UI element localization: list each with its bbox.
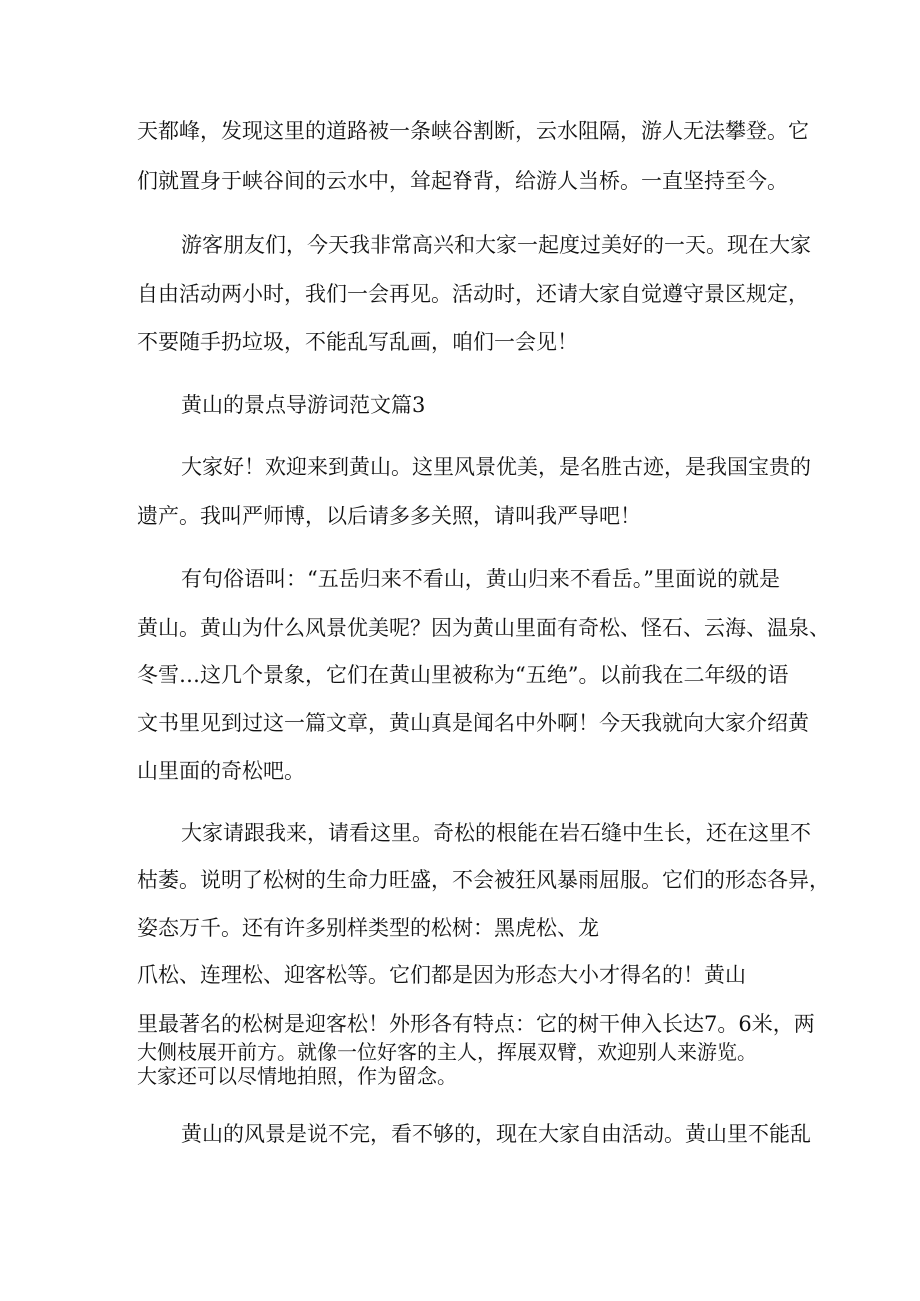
text-line: 遗产。我叫严师博，以后请多多关照，请叫我严导吧！ xyxy=(137,504,641,528)
text-line: 黄山。黄山为什么风景优美呢？因为黄山里面有奇松、怪石、云海、温泉、 xyxy=(137,616,830,640)
text-line: 文书里见到过这一篇文章，黄山真是闻名中外啊！今天我就向大家介绍黄 xyxy=(137,711,809,735)
text-line: 大家请跟我来，请看这里。奇松的根能在岩石缝中生长，还在这里不 xyxy=(181,821,811,845)
text-line: 枯萎。说明了松树的生命力旺盛，不会被狂风暴雨屈服。它们的形态各异， xyxy=(137,868,830,892)
text-line: 大家还可以尽情地拍照，作为留念。 xyxy=(137,1064,457,1088)
text-line: 天都峰，发现这里的道路被一条峡谷割断，云水阻隔，游人无法攀登。它 xyxy=(137,119,809,143)
text-line: 大侧枝展开前方。就像一位好客的主人，挥展双臂，欢迎别人来游览。 xyxy=(137,1040,757,1064)
text-line: 自由活动两小时，我们一会再见。活动时，还请大家自觉遵守景区规定， xyxy=(137,282,809,306)
text-line: 冬雪…这几个景象，它们在黄山里被称为“五绝”。以前我在二年级的语 xyxy=(137,663,789,687)
text-line: 不要随手扔垃圾，不能乱写乱画，咱们一会见！ xyxy=(137,330,578,354)
text-line: 游客朋友们，今天我非常高兴和大家一起度过美好的一天。现在大家 xyxy=(181,233,811,257)
text-line: 爪松、连理松、迎客松等。它们都是因为形态大小才得名的！黄山 xyxy=(137,963,746,987)
text-line: 大家好！欢迎来到黄山。这里风景优美，是名胜古迹，是我国宝贵的 xyxy=(181,455,811,479)
text-line: 里最著名的松树是迎客松！外形各有特点：它的树干伸入长达7。6米，两 xyxy=(137,1012,815,1036)
text-line: 姿态万千。还有许多别样类型的松树：黑虎松、龙 xyxy=(137,916,599,940)
text-line: 黄山的风景是说不完，看不够的，现在大家自由活动。黄山里不能乱 xyxy=(181,1122,811,1146)
text-line: 们就置身于峡谷间的云水中，耸起脊背，给游人当桥。一直坚持至今。 xyxy=(137,169,788,193)
text-line: 有句俗语叫：“五岳归来不看山，黄山归来不看岳。”里面说的就是 xyxy=(181,567,780,591)
text-line: 山里面的奇松吧。 xyxy=(137,759,305,783)
section-heading: 黄山的景点导游词范文篇3 xyxy=(181,393,426,417)
